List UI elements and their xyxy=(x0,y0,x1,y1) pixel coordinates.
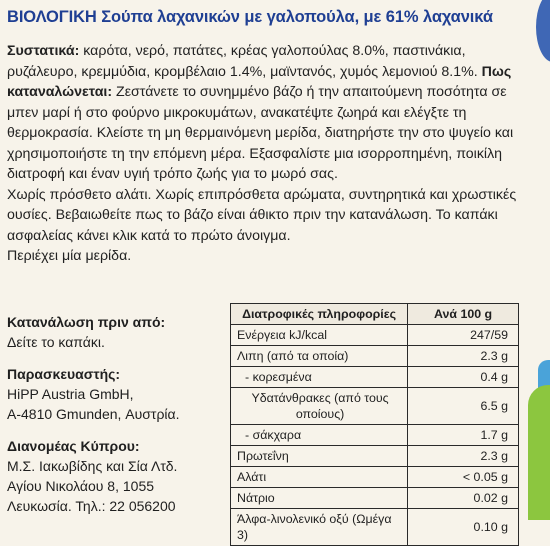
nutrient-label: Υδατάνθρακες (από τους οποίους) xyxy=(231,388,408,425)
manufacturer-line-1: HiPP Austria GmbH, xyxy=(7,386,134,402)
portion-text: Περιέχει μία μερίδα. xyxy=(7,248,132,264)
nutrient-label: Νάτριο xyxy=(231,488,408,509)
manufacturer-block xyxy=(7,364,227,424)
usage-text: Ζεστάνετε το συνημμένο βάζο ή την απαιτούμενη ποσότητα σε μπεν μαρί ή στο φούρνο μικροκυμάτων, ανακατέψτε ζωηρά και ελέγξτε τη θερμοκρασία. Κλείστε τη μη θερμαινόμενη μερίδα, διατηρήστε την στο ψυγείο και χρησιμοποιήστε τη την επόμενη μέρα. Εξασφαλίστε μια ισορροπημένη, ποικίλη διατροφή και έναν υγιή τρόπο ζωής για το μωρό σας. xyxy=(7,84,514,182)
nutrition-row-sugars xyxy=(231,425,519,446)
nutrient-value: 247/59 xyxy=(408,325,519,346)
ingredients-label: Συστατικά: xyxy=(7,43,80,59)
nutrient-label: Άλφα-λινολενικό οξύ (Ωμέγα 3) xyxy=(231,509,408,546)
manufacturer-line-2: A-4810 Gmunden, Αυστρία. xyxy=(7,406,180,422)
nutrient-value: 2.3 g xyxy=(408,446,519,467)
distributor-label: Διανομέας Κύπρου: xyxy=(7,438,140,454)
nutrient-label: Ενέργεια kJ/kcal xyxy=(231,325,408,346)
distributor-line-1: Μ.Σ. Ιακωβίδης και Σία Λτδ. xyxy=(7,458,178,474)
usage-label: Πως καταναλώνεται: xyxy=(7,63,512,100)
manufacturer-label: Παρασκευαστής: xyxy=(7,366,121,382)
nutrition-table xyxy=(230,303,519,546)
decorative-blue-shape xyxy=(536,0,550,62)
nutrient-label: Πρωτεΐνη xyxy=(231,446,408,467)
nutrition-row-salt xyxy=(231,467,519,488)
info-column xyxy=(7,312,227,528)
consume-before-text: Δείτε το καπάκι. xyxy=(7,334,105,350)
distributor-block xyxy=(7,436,227,516)
nutrient-value: 6.5 g xyxy=(408,388,519,425)
nutrient-label: Αλάτι xyxy=(231,467,408,488)
nutrition-header-value: Ανά 100 g xyxy=(408,304,519,325)
nutrient-value: 0.10 g xyxy=(408,509,519,546)
consume-before-block xyxy=(7,312,227,352)
nutrient-value: 0.02 g xyxy=(408,488,519,509)
consume-before-label: Κατανάλωση πριν από: xyxy=(7,314,166,330)
title-bar xyxy=(0,0,550,36)
nutrient-label: - κορεσμένα xyxy=(231,367,408,388)
nutrient-value: 0.4 g xyxy=(408,367,519,388)
description-block xyxy=(7,41,532,267)
nutrition-row-saturates xyxy=(231,367,519,388)
nutrition-header-label: Διατροφικές πληροφορίες xyxy=(231,304,408,325)
nutrient-value: 2.3 g xyxy=(408,346,519,367)
additives-text: Χωρίς πρόσθετο αλάτι. Χωρίς επιπρόσθετα αρώματα, συντηρητικά και χρωστικές ουσίες. Βεβαιωθείτε πως το βάζο είναι άθικτο πριν την κατανάλωση. Το καπάκι ασφαλείας κάνει κλικ κατά το πρώτο άνοιγμα. xyxy=(7,186,517,244)
nutrition-row-omega3 xyxy=(231,509,519,546)
distributor-line-2: Αγίου Νικολάου 8, 1055 xyxy=(7,478,155,494)
nutrition-row-fat xyxy=(231,346,519,367)
product-title: ΒΙΟΛΟΓΙΚΗ Σούπα λαχανικών με γαλοπούλα, με 61% λαχανικά xyxy=(7,8,493,26)
nutrition-row-energy xyxy=(231,325,519,346)
decorative-green-shape xyxy=(528,385,550,520)
nutrition-row-protein xyxy=(231,446,519,467)
nutrition-row-carbohydrates xyxy=(231,388,519,425)
distributor-line-3: Λευκωσία. Τηλ.: 22 056200 xyxy=(7,498,176,514)
nutrition-header-row xyxy=(231,304,519,325)
nutrient-label: - σάκχαρα xyxy=(231,425,408,446)
nutrient-value: < 0.05 g xyxy=(408,467,519,488)
ingredients-paragraph xyxy=(7,41,532,185)
ingredients-text: καρότα, νερό, πατάτες, κρέας γαλοπούλας 8.0%, παστινάκια, ρυζάλευρο, κρεμμύδια, κρομβέλαιο 1.4%, μαϊντανός, χυμός λεμονιού 8.1%. xyxy=(7,43,478,80)
nutrition-row-sodium xyxy=(231,488,519,509)
nutrient-value: 1.7 g xyxy=(408,425,519,446)
nutrient-label: Λιπη (από τα οποία) xyxy=(231,346,408,367)
